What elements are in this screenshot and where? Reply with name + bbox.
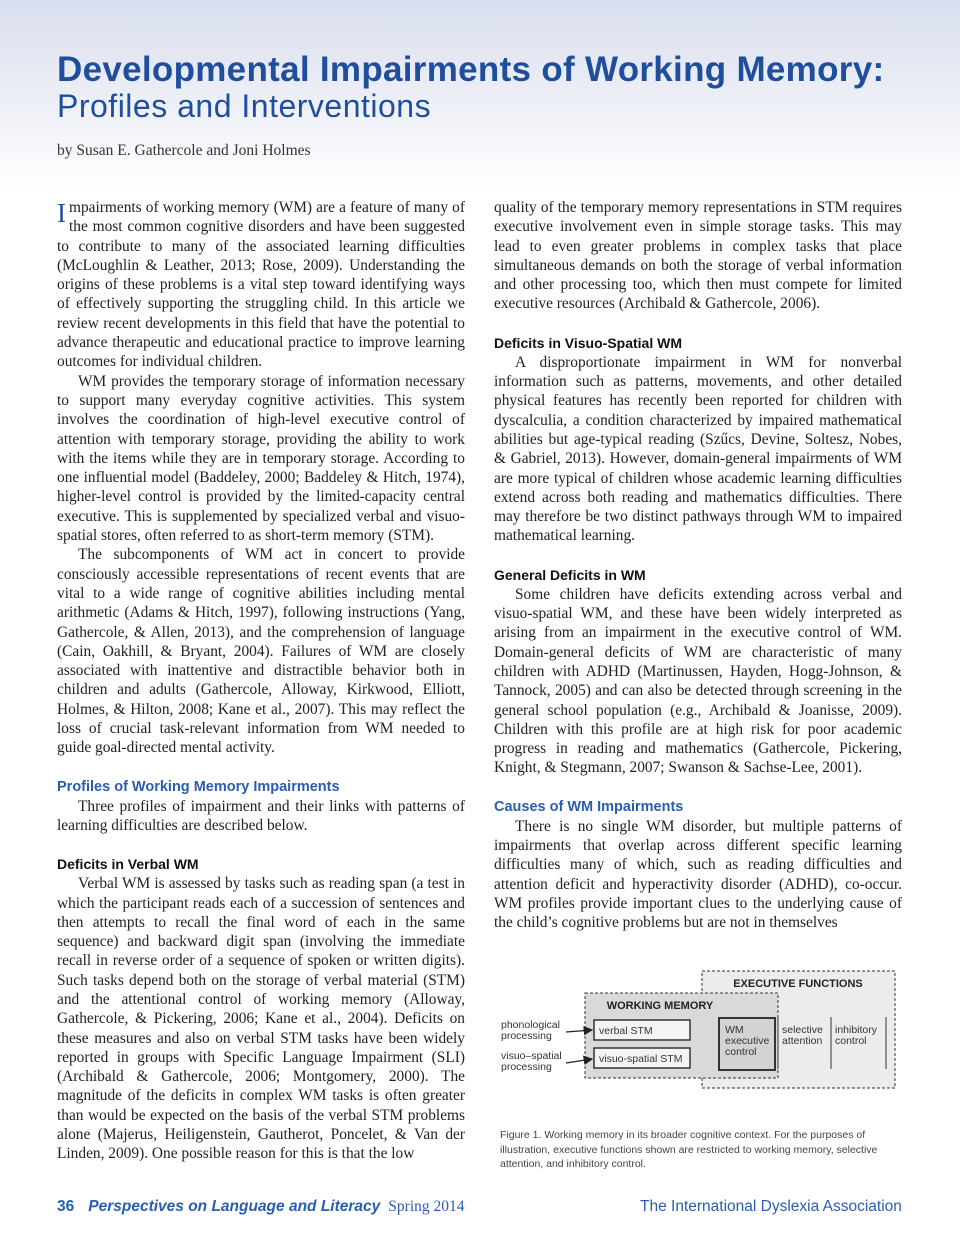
paragraph: A disproportionate impairment in WM for nonverbal information such as patterns, movements, and other detailed physical features has recently been reported for children with dyscalculia, a condition characterized by impaired mathematical abilities but age-typical reading (Szűcs, Devine, Soltesz, Nobes, & Gabriel, 2013). However, domain-general impairments of WM are more typical of children whose academic learning difficulties extend across both reading and mathematics difficulties. There may therefore be two distinct pathways through WM to impaired mathematical learning. — [494, 353, 902, 545]
inhibitory-control-label-2: control — [835, 1035, 867, 1047]
wm-executive-label-3: control — [725, 1046, 757, 1058]
paragraph: Verbal WM is assessed by tasks such as reading span (a test in which the participant reads each of a succession of sentences and then attempts to recall the final word of each in the same sequence) and backward digit span (involving the immediate recall in reverse order of a sequence of spoken or written digits). Such tasks depend both on the storage of verbal material (STM) and the attentional control of working memory (Alloway, Gathercole, & Pickering, 2006; Kane et al., 2004). Deficits on these measures and also on verbal STM tasks have been widely reported in groups with Specific Language Impairment (SLI) (Archibald & Gathercole, 2006; Montgomery, 2000). The magnitude of the deficits in complex WM tasks is often greater than would be expected on the basis of the verbal STM problems alone (Majerus, Heiligenstein, Gautherot, Poncelet, & Van der Linden, 2009). One possible reason for this is that the low — [57, 875, 465, 1163]
issue-label: Spring 2014 — [388, 1198, 465, 1215]
diagram-svg — [494, 965, 902, 1115]
publisher-name: The International Dyslexia Association — [640, 1198, 902, 1215]
visuospatial-processing-label-2: processing — [501, 1061, 552, 1073]
section-heading-causes: Causes of WM Impairments — [494, 798, 684, 815]
paragraph: WM provides the temporary storage of information necessary to support many everyday cognitive activities. This system involves the coordination of high-level executive control of attention with temporary storage, providing the ability to work with the items while they are in temporary storage. According to one influential model (Baddeley, 2000; Baddeley & Hitch, 1974), higher-level control is provided by the limited-capacity central executive. This is supplemented by specialized verbal and visuo-spatial stores, often referred to as short-term memory (STM). — [57, 372, 465, 545]
subheading-visuo-spatial-wm: Deficits in Visuo-Spatial WM — [494, 334, 682, 351]
verbal-stm-label: verbal STM — [599, 1025, 653, 1037]
paragraph: Some children have deficits extending across verbal and visuo-spatial WM, and these have been widely interpreted as arising from an impairment in the executive control of WM. Domain-general deficits of WM are characteristic of many children with ADHD (Martinussen, Hayden, Hogg-Johnson, & Tannock, 2005) and can also be detected through screening in the general school population (e.g., Archibald & Joanisse, 2009). Children with this profile are at high risk for poor academic progress in reading and mathematics (Gathercole, Pickering, Knight, & Stegmann, 2007; Swanson & Sachse-Lee, 2001). — [494, 585, 902, 777]
footer-left — [57, 1198, 465, 1216]
visuospatial-stm-label: visuo-spatial STM — [599, 1053, 683, 1065]
left-column — [57, 198, 465, 1164]
article-subtitle: Profiles and Interventions — [57, 88, 432, 124]
selective-attention-label-1: selective — [782, 1024, 823, 1036]
inhibitory-control-label-1: inhibitory — [835, 1024, 878, 1036]
working-memory-label: WORKING MEMORY — [606, 1000, 714, 1012]
executive-functions-label: EXECUTIVE FUNCTIONS — [733, 978, 863, 990]
intro-paragraph — [57, 198, 465, 372]
paragraph: There is no single WM disorder, but multiple patterns of impairments that overlap across different specific learning difficulties many of which, such as reading difficulties and attention deficit and hyperactivity disorder (ADHD), co-occur. WM profiles provide important clues to the underlying cause of the child’s cognitive problems but are not in themselves — [494, 817, 902, 932]
drop-cap: I — [57, 198, 66, 228]
figure-caption: Figure 1. Working memory in its broader cognitive context. For the purposes of illustration, executive functions shown are restricted to working memory, selective attention, and inhibitory control. — [500, 1129, 878, 1170]
byline: by Susan E. Gathercole and Joni Holmes — [57, 142, 311, 159]
article-title: Developmental Impairments of Working Memory: — [57, 50, 885, 89]
paragraph: The subcomponents of WM act in concert to provide consciously accessible representations of recent events that are vital to a wide range of cognitive abilities including mental arithmetic (Adams & Hitch, 1997), following instructions (Yang, Gathercole, & Allen, 2013), and the comprehension of language (Cain, Oakhill, & Bryant, 2004). Failures of WM are closely associated with inattentive and distractible behavior both in children and adults (Gathercole, Alloway, Kirkwood, Elliott, Holmes, & Hilton, 2008; Kane et al., 2007). This may reflect the loss of crucial task-relevant information from WM needed to guide goal-directed mental activity. — [57, 546, 465, 757]
selective-attention-label-2: attention — [782, 1035, 823, 1047]
subheading-verbal-wm: Deficits in Verbal WM — [57, 856, 199, 873]
right-column — [494, 198, 902, 933]
paragraph: Three profiles of impairment and their links with patterns of learning difficulties are described below. — [57, 797, 465, 834]
journal-title: Perspectives on Language and Literacy — [88, 1198, 381, 1215]
paragraph: quality of the temporary memory representations in STM requires executive involvement even in simple storage tasks. This may lead to even greater problems in complex tasks that place simultaneous demands on both the storage of verbal information and other processing too, which then must compete for limited executive resources (Archibald & Gathercole, 2006). — [494, 199, 902, 313]
wm-executive-label-2: executive — [725, 1035, 770, 1047]
intro-text: mpairments of working memory (WM) are a feature of many of the most common cognitive disorders and have been suggested to contribute to many of the associated learning difficulties (McLoughlin & Leather, 2013; Rose, 2009). Understanding the origins of these problems is a vital step toward identifying ways of effectively supporting the struggling child. In this article we review recent developments in this field that have the potential to advance therapeutic and educational practice to improve learning outcomes for individual children. — [57, 199, 465, 371]
visuospatial-processing-label-1: visuo–spatial — [501, 1050, 562, 1062]
section-heading-profiles: Profiles of Working Memory Impairments — [57, 778, 340, 795]
phonological-processing-label-1: phonological — [501, 1019, 560, 1031]
wm-executive-label-1: WM — [725, 1024, 744, 1036]
subheading-general-deficits: General Deficits in WM — [494, 566, 646, 583]
phonological-processing-label-2: processing — [501, 1030, 552, 1042]
page-number: 36 — [57, 1198, 75, 1215]
